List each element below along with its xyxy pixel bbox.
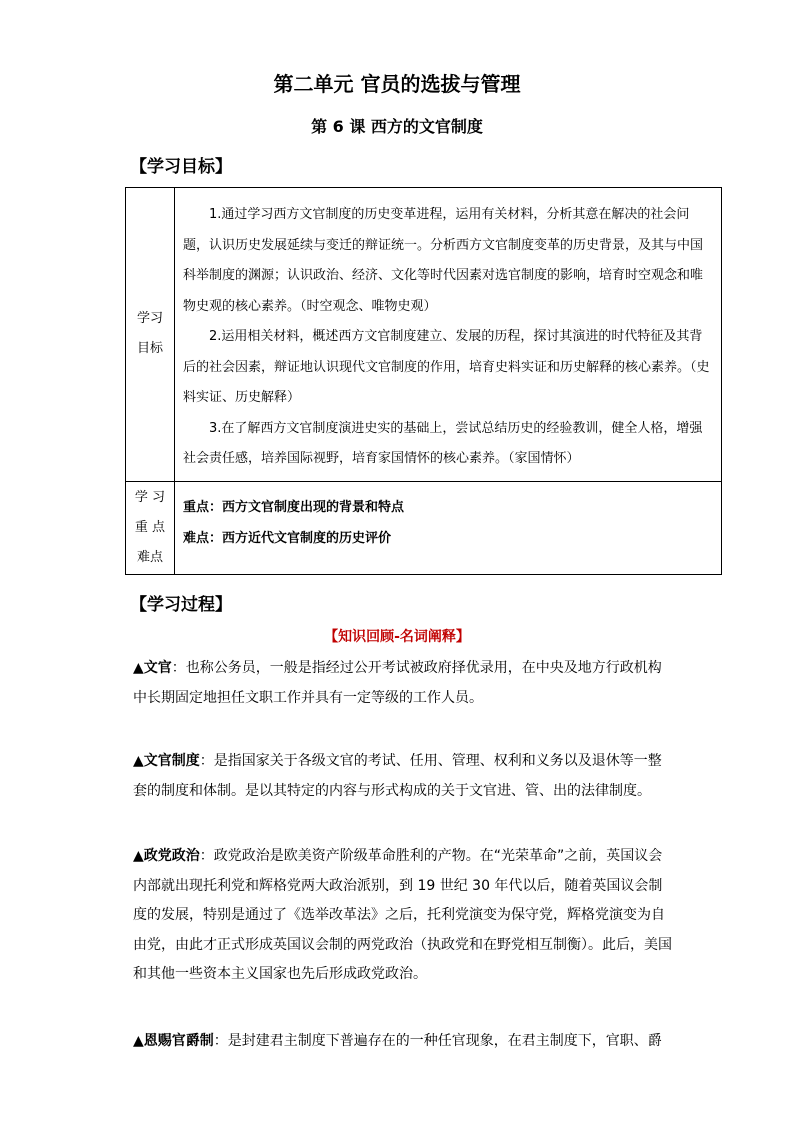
unit-title: 第二单元 官员的选拔与管理 bbox=[273, 72, 521, 96]
key-points-row bbox=[126, 481, 722, 574]
review-title: 【知识回顾-名词阐释】 bbox=[324, 629, 470, 645]
term-text: ：是指国家关于各级文官的考试、任用、管理、权利和义务以及退休等一整套的制度和体制。是以其特定的内容与形式构成的关于文官进、管、出的法律制度。 bbox=[133, 753, 662, 799]
label-line: 重 点 bbox=[134, 519, 166, 535]
term-name: ▲文官 bbox=[133, 660, 172, 676]
key-points-label bbox=[126, 481, 175, 574]
goal-item: 1.通过学习西方文官制度的历史变革进程，运用有关材料，分析其意在解决的社会问题，认识历史发展延续与变迁的辩证统一。分析西方文官制度变革的历史背景，及其与中国科举制度的渊源；认识政治、经济、文化等时代因素对选官制度的影响，培育时空观念和唯物史观的核心素养。（时空观念、唯物史观） bbox=[183, 207, 704, 314]
term-name: ▲文官制度 bbox=[133, 753, 200, 769]
key-points-content bbox=[175, 481, 722, 574]
key-point: 重点：西方文官制度出现的背景和特点 bbox=[183, 499, 405, 515]
label-line: 学 习 bbox=[134, 489, 166, 505]
term-definition bbox=[133, 654, 673, 713]
label-line: 目标 bbox=[136, 341, 163, 357]
label-line: 学习 bbox=[136, 311, 163, 327]
objectives-label bbox=[126, 188, 175, 482]
objectives-content bbox=[175, 188, 722, 482]
term-text: ：也称公务员，一般是指经过公开考试被政府择优录用，在中央及地方行政机构中长期固定地担任文职工作并具有一定等级的工作人员。 bbox=[133, 660, 662, 706]
objectives-heading: 【学习目标】 bbox=[130, 157, 232, 177]
difficult-point: 难点：西方近代文官制度的历史评价 bbox=[183, 530, 392, 546]
lesson-title: 第 6 课 西方的文官制度 bbox=[311, 117, 483, 136]
term-name: ▲恩赐官爵制 bbox=[133, 1033, 214, 1049]
term-definition bbox=[133, 842, 673, 990]
term-text: ：是封建君主制度下普遍存在的一种任官现象，在君主制度下，官职、爵 bbox=[213, 1033, 662, 1049]
process-heading: 【学习过程】 bbox=[130, 595, 232, 615]
goal-item: 2.运用相关材料，概述西方文官制度建立、发展的历程，探讨其演进的时代特征及其背后的社会因素，辩证地认识现代文官制度的作用，培育史料实证和历史解释的核心素养。（史料实证、历史解释） bbox=[183, 329, 710, 405]
objectives-table bbox=[125, 187, 722, 575]
goal-item: 3.在了解西方文官制度演进史实的基础上，尝试总结历史的经验教训，健全人格，增强社会责任感，培养国际视野，培育家国情怀的核心素养。（家国情怀） bbox=[183, 420, 703, 466]
term-text: ：政党政治是欧美资产阶级革命胜利的产物。在“光荣革命”之前，英国议会内部就出现托利党和辉格党两大政治派别，到 19 世纪 30 年代以后，随着英国议会制度的发展，特别是通过了《选举改革法》之后，托利党演变为保守党，辉格党演变为自由党，由此才正式形成英国议会制的两党政治（执政党和在野党相互制衡）。此后，美国和其他一些资本主义国家也先后形成政党政治。 bbox=[133, 848, 672, 982]
objectives-row bbox=[126, 188, 722, 482]
term-definition bbox=[133, 747, 673, 806]
label-line: 难点 bbox=[136, 549, 163, 565]
term-name: ▲政党政治 bbox=[133, 848, 200, 864]
term-definition bbox=[133, 1027, 673, 1057]
